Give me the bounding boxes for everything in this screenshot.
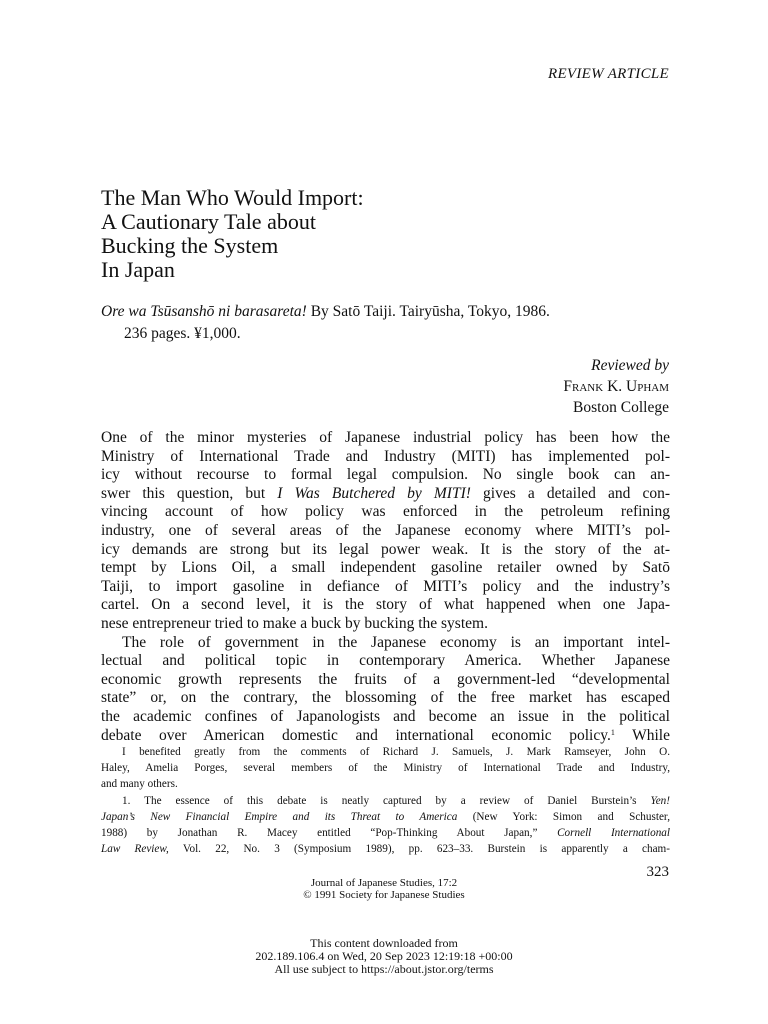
reviewer-name: Frank K. Upham — [563, 378, 669, 395]
body-line — [101, 485, 670, 504]
book-title: Ore wa Tsūsanshō ni barasareta! — [101, 303, 307, 320]
body-text-span: gives a detailed and con- — [470, 484, 671, 502]
footnote-text: 1988) by Jonathan R. Macey entitled “Pop-Thinking About Japan,” — [101, 827, 558, 840]
body-text-span: While — [614, 726, 670, 744]
footnote-italic: Cornell International — [557, 827, 670, 840]
book-pages-price: 236 pages. ¥1,000. — [124, 325, 241, 342]
footnote-italic: Japan’s New Financial Empire and its Threat to America — [101, 810, 458, 823]
journal-issue: Journal of Japanese Studies, 17:2 — [310, 877, 458, 889]
page-number: 323 — [646, 864, 669, 880]
reviewed-by-label: Reviewed by — [591, 357, 669, 374]
body-text-span: debate over American domestic and international economic policy. — [101, 726, 611, 744]
body-line: state” or, on the contrary, the blossoming of the free market has escaped — [101, 689, 670, 707]
body-line: The role of government in the Japanese economy is an important intel- — [122, 633, 670, 651]
title-line: Bucking the System — [101, 233, 279, 258]
body-line: tempt by Lions Oil, a small independent gasoline retailer owned by Satō — [101, 559, 670, 577]
footnote-line: and many others. — [101, 778, 178, 791]
journal-info — [0, 877, 768, 901]
footnote-line — [101, 809, 670, 825]
body-line: economic growth represents the fruits of a government-led “developmental — [101, 670, 670, 688]
footnote-text: Vol. 22, No. 3 (Symposium 1989), pp. 623–33. Burstein is apparently a cham- — [168, 843, 670, 856]
body-line: the academic confines of Japanologists and become an issue in the political — [101, 707, 670, 725]
title-line: A Cautionary Tale about — [101, 209, 316, 234]
jstor-line: 202.189.106.4 on Wed, 20 Sep 2023 12:19:18 +00:00 — [255, 949, 513, 963]
book-citation — [101, 301, 671, 345]
jstor-notice — [0, 937, 768, 976]
reviewer-block — [563, 355, 669, 418]
translated-title: I Was Butchered by MITI! — [277, 484, 471, 502]
body-line: vincing account of how policy was enforced in the petroleum refining — [101, 503, 670, 521]
article-body — [101, 429, 670, 745]
running-head: REVIEW ARTICLE — [548, 66, 669, 82]
article-title — [101, 186, 364, 282]
body-line — [101, 727, 670, 746]
footnote-ref: 1 — [610, 727, 615, 737]
title-line: In Japan — [101, 257, 175, 282]
title-line: The Man Who Would Import: — [101, 185, 364, 210]
body-line: One of the minor mysteries of Japanese industrial policy has been how the — [101, 429, 670, 446]
body-line: lectual and political topic in contemporary America. Whether Japanese — [101, 652, 670, 670]
footnote-line: I benefited greatly from the comments of Richard J. Samuels, J. Mark Ramseyer, John O. — [122, 746, 670, 758]
footnote-line — [101, 793, 670, 809]
footnote-line — [101, 841, 670, 857]
footnote-italic: Yen! — [650, 794, 670, 807]
footnote-line — [101, 825, 670, 841]
footnote-text: (New York: Simon and Schuster, — [457, 810, 670, 823]
footnote-italic: Law Review, — [101, 843, 169, 856]
body-line: icy demands are strong but its legal power weak. It is the story of the at- — [101, 540, 670, 558]
body-line: industry, one of several areas of the Japanese economy where MITI’s pol- — [101, 521, 670, 539]
body-line: cartel. On a second level, it is the story of what happened when one Japa- — [101, 596, 670, 614]
body-text-span: swer this question, but — [101, 484, 266, 502]
jstor-line: All use subject to https://about.jstor.org/terms — [274, 962, 494, 976]
footnote-text: 1. The essence of this debate is neatly captured by a review of Daniel Burstein’s — [122, 794, 651, 807]
footnotes — [101, 744, 670, 857]
reviewer-affiliation: Boston College — [572, 399, 669, 416]
body-line: nese entrepreneur tried to make a buck by bucking the system. — [101, 614, 488, 632]
jstor-line: This content downloaded from — [310, 936, 458, 950]
body-line: icy without recourse to formal legal compulsion. No single book can an- — [101, 466, 670, 484]
body-line: Ministry of International Trade and Industry (MITI) has implemented pol- — [101, 447, 670, 465]
body-line: Taiji, to import gasoline in defiance of MITI’s policy and the industry’s — [101, 577, 670, 595]
footnote-line: Haley, Amelia Porges, several members of the Ministry of International Trade and Industry, — [101, 762, 670, 775]
book-details: By Satō Taiji. Tairyūsha, Tokyo, 1986. — [306, 303, 550, 320]
journal-copyright: © 1991 Society for Japanese Studies — [303, 889, 465, 901]
